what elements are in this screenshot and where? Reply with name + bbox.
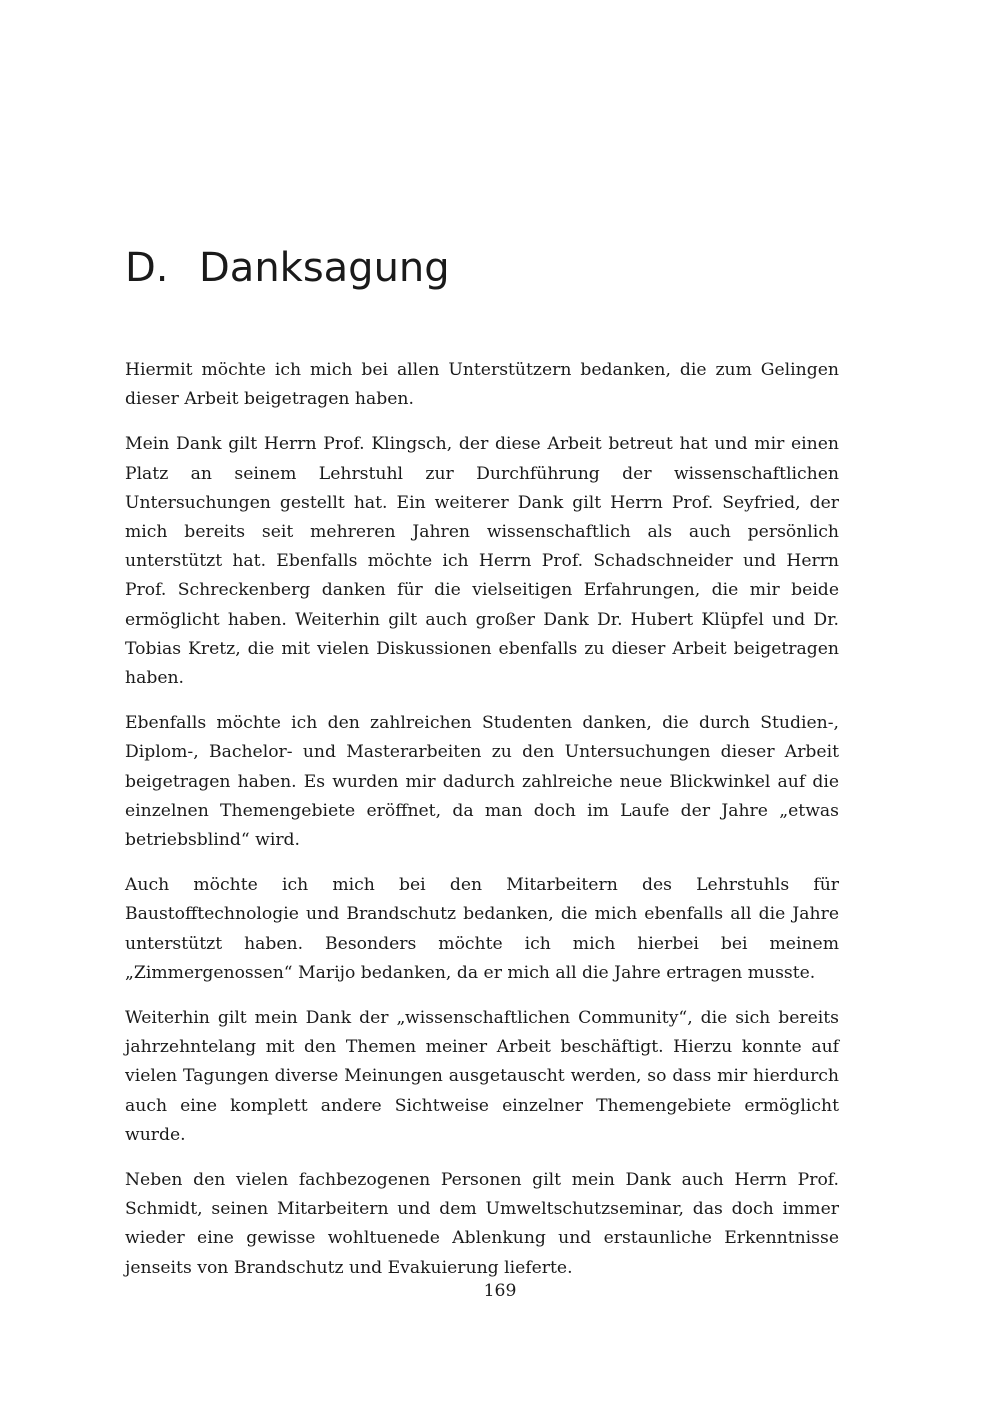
paragraph-closing: Neben den vielen fachbezogenen Personen gilt mein Dank auch Herrn Prof. Schmidt, seinen Mitarbeitern und dem Umweltschutzseminar, das doch immer wieder eine gewisse wohltuenede Ablenkung und erstaunliche Erkenntnisse jenseits von Brandschutz und Evakuierung lieferte. [125, 1170, 839, 1278]
paragraph-intro: Hiermit möchte ich mich bei allen Unterstützern bedanken, die zum Gelingen dieser Arbeit beigetragen haben. [125, 360, 839, 410]
chapter-title: Danksagung [199, 245, 450, 291]
chapter-heading [125, 242, 450, 294]
chapter-number: D. [125, 245, 169, 291]
paragraph-professors: Mein Dank gilt Herrn Prof. Klingsch, der diese Arbeit betreut hat und mir einen Platz an seinem Lehrstuhl zur Durchführung der wissenschaftlichen Untersuchungen gestellt hat. Ein weiterer Dank gilt Herrn Prof. Seyfried, der mich bereits seit mehreren Jahren wissenschaftlich als auch persönlich unterstützt hat. Ebenfalls möchte ich Herrn Prof. Schadschneider und Herrn Prof. Schreckenberg danken für die vielseitigen Erfahrungen, die mir beide ermöglicht haben. Weiterhin gilt auch großer Dank Dr. Hubert Klüpfel und Dr. Tobias Kretz, die mit vielen Diskussionen ebenfalls zu dieser Arbeit beigetragen haben. [125, 434, 839, 689]
body-text [125, 356, 839, 1299]
page-number: 169 [483, 1281, 517, 1301]
paragraph-students: Ebenfalls möchte ich den zahlreichen Studenten danken, die durch Studien-, Diplom-, Bachelor- und Masterarbeiten zu den Untersuchungen dieser Arbeit beigetragen haben. Es wurden mir dadurch zahlreiche neue Blickwinkel auf die einzelnen Themengebiete eröffnet, da man doch im Laufe der Jahre „etwas betriebsblind“ wird. [125, 713, 839, 851]
paragraph-colleagues: Auch möchte ich mich bei den Mitarbeitern des Lehrstuhls für Baustofftechnologie und Brandschutz bedanken, die mich ebenfalls all die Jahre unterstützt haben. Besonders möchte ich mich hierbei bei meinem „Zimmergenossen“ Marijo bedanken, da er mich all die Jahre ertragen musste. [125, 875, 839, 983]
paragraph-community: Weiterhin gilt mein Dank der „wissenschaftlichen Community“, die sich bereits jahrzehntelang mit den Themen meiner Arbeit beschäftigt. Hierzu konnte auf vielen Tagungen diverse Meinungen ausgetauscht werden, so dass mir hierdurch auch eine komplett andere Sichtweise einzelner Themengebiete ermöglicht wurde. [125, 1008, 839, 1145]
